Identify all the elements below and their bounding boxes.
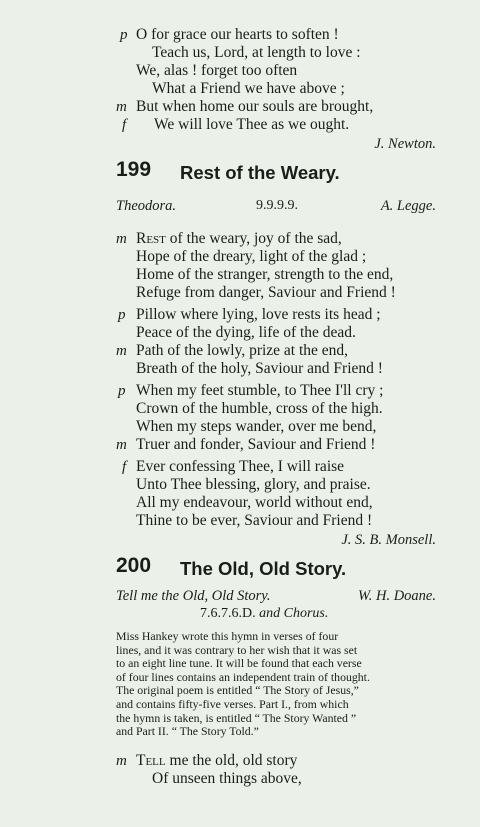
author-attribution: J. S. B. Monsell. [341, 532, 436, 548]
hymn-note-line: and contains fifty-five verses. Part I., from which [116, 697, 349, 711]
verse-line: Breath of the holy, Saviour and Friend ! [136, 360, 383, 377]
verse-line: Home of the stranger, strength to the end, [136, 266, 394, 283]
dynamic-mark: m [116, 753, 127, 769]
dynamic-mark: p [118, 307, 126, 323]
verse-line: What a Friend we have above ; [152, 80, 345, 97]
verse-line: We will love Thee as we ought. [154, 116, 350, 133]
hymn-note-line: of four lines contains an independent train of thought. [116, 669, 370, 684]
author-attribution: J. Newton. [374, 136, 436, 152]
verse-line: Teach us, Lord, at length to love : [152, 44, 361, 61]
verse-line: Unto Thee blessing, glory, and praise. [136, 476, 371, 493]
hymn-note-line: Miss Hankey wrote this hymn in verses of four [116, 629, 339, 643]
tune-name: Theodora. [116, 198, 177, 214]
verse-line: Thine to be ever, Saviour and Friend ! [136, 512, 373, 529]
dynamic-mark: m [116, 231, 127, 247]
hymn-title: Rest of the Weary. [180, 162, 340, 183]
composer: A. Legge. [380, 198, 436, 214]
first-word: Tell [136, 752, 166, 769]
dynamic-mark: p [118, 383, 126, 399]
dynamic-mark: p [120, 27, 128, 43]
hymn-title: The Old, Old Story. [180, 558, 347, 579]
verse-line: Path of the lowly, prize at the end, [136, 342, 349, 359]
tune-name: Tell me the Old, Old Story. [116, 588, 271, 604]
meter: 7.6.7.6.D. and Chorus. [200, 606, 329, 621]
verse-line: When my steps wander, over me bend, [136, 418, 377, 435]
verse-line: Truer and fonder, Saviour and Friend ! [136, 436, 376, 453]
first-word: Rest [136, 230, 166, 247]
verse-line: Hope of the dreary, light of the glad ; [136, 248, 367, 265]
verse-line: Peace of the dying, life of the dead. [136, 324, 356, 341]
dynamic-mark: m [116, 343, 127, 359]
dynamic-mark: f [122, 117, 127, 133]
verse-line: Tell me the old, old story [136, 752, 298, 769]
verse-line: We, alas ! forget too often [136, 62, 298, 79]
hymn-note-line: lines, and it was contrary to her wish that it was set [116, 642, 358, 657]
hymn-note-line: The original poem is entitled “ The Story of Jesus,” [116, 683, 359, 698]
verse-line: O for grace our hearts to soften ! [136, 26, 339, 43]
hymn-note-line: the hymn is taken, is entitled “ The Story Wanted ” [116, 710, 357, 725]
composer: W. H. Doane. [357, 588, 436, 604]
verse-line: Ever confessing Thee, I will raise [136, 458, 345, 475]
hymn-note-line: and Part II. “ The Story Told.” [116, 724, 259, 739]
meter: 9.9.9.9. [256, 198, 298, 213]
verse-line: When my feet stumble, to Thee I'll cry ; [136, 382, 384, 399]
verse-line: Rest of the weary, joy of the sad, [136, 230, 342, 247]
dynamic-mark: f [122, 459, 127, 475]
verse-line: But when home our souls are brought, [136, 98, 374, 115]
verse-line: All my endeavour, world without end, [136, 494, 373, 511]
verse-line: Pillow where lying, love rests its head ; [136, 306, 381, 323]
verse-line: Refuge from danger, Saviour and Friend ! [136, 284, 396, 301]
hymn-number: 199 [116, 158, 152, 181]
hymn-number: 200 [116, 554, 152, 577]
dynamic-mark: m [116, 437, 127, 453]
hymn-note-line: to an eight line tune. It will be found that each verse [116, 656, 362, 671]
verse-line: Crown of the humble, cross of the high. [136, 400, 383, 417]
dynamic-mark: m [116, 99, 127, 115]
verse-line: Of unseen things above, [152, 770, 302, 787]
